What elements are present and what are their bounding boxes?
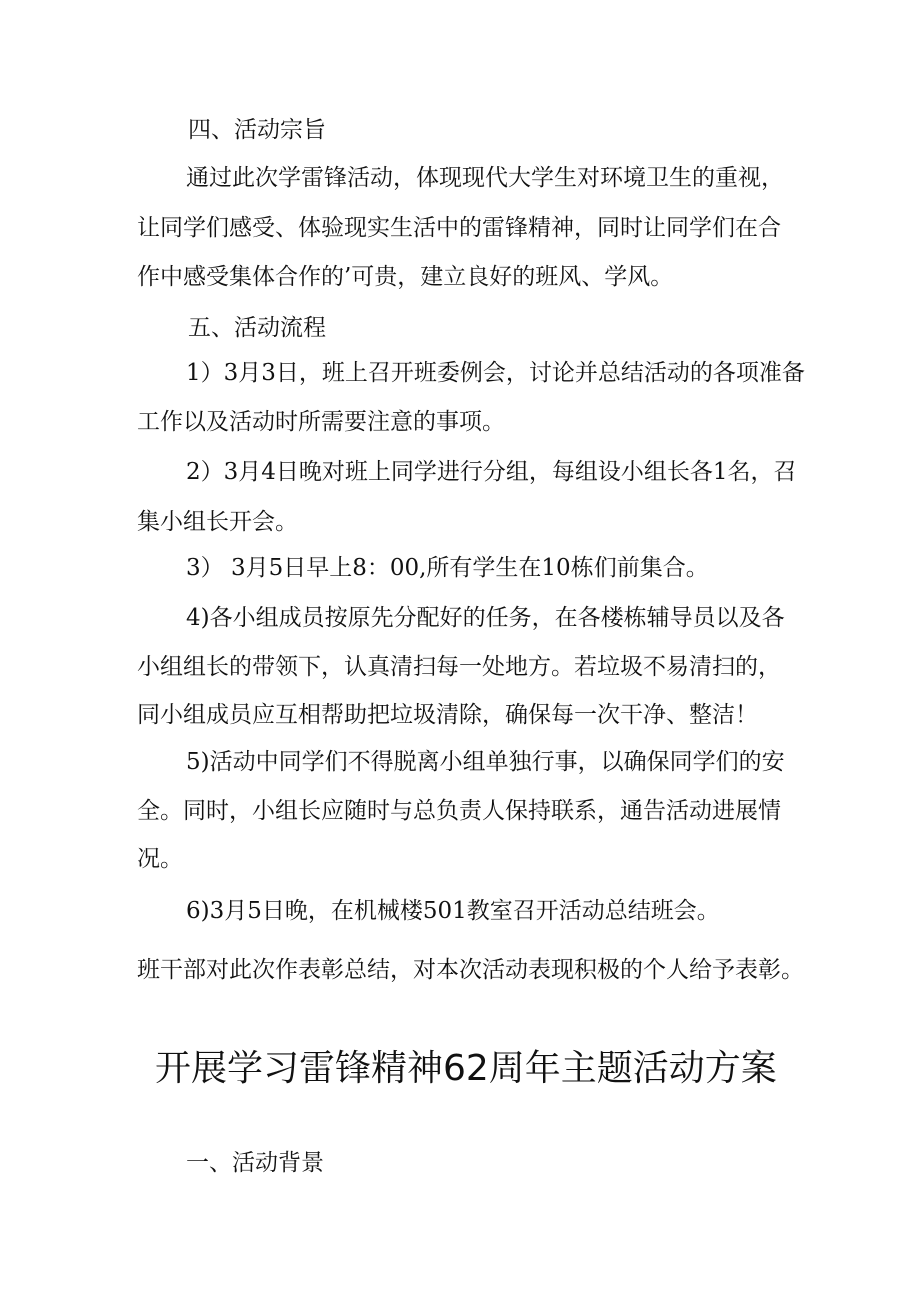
section-heading-4: 四、活动宗旨 xyxy=(188,117,326,143)
step-5-line: 况。 xyxy=(137,846,183,872)
step-2-line: 2）3月4日晚对班上同学进行分组，每组设小组长各1名，召 xyxy=(186,459,797,485)
closing-line: 班干部对此次作表彰总结，对本次活动表现积极的个人给予表彰。 xyxy=(137,957,804,983)
step-1-line: 1）3月3日，班上召开班委例会，讨论并总结活动的各项准备 xyxy=(186,360,805,386)
document-title: 开展学习雷锋精神62周年主题活动方案 xyxy=(155,1048,777,1089)
step-4-line: 4)各小组成员按原先分配好的任务，在各楼栋辅导员以及各 xyxy=(186,605,785,631)
step-5-line: 5)活动中同学们不得脱离小组单独行事，以确保同学们的安 xyxy=(186,749,785,775)
step-1-line: 工作以及活动时所需要注意的事项。 xyxy=(137,409,505,435)
section-heading-5: 五、活动流程 xyxy=(188,315,326,341)
step-6-line: 6)3月5日晚，在机械楼501教室召开活动总结班会。 xyxy=(186,898,720,924)
section-heading-1: 一、活动背景 xyxy=(186,1150,324,1176)
paragraph-line: 作中感受集体合作的’可贵，建立良好的班风、学风。 xyxy=(137,264,674,290)
paragraph-line: 通过此次学雷锋活动，体现现代大学生对环境卫生的重视， xyxy=(186,165,784,191)
step-4-line: 小组组长的带领下，认真清扫每一处地方。若垃圾不易清扫的， xyxy=(137,654,781,680)
step-4-line: 同小组成员应互相帮助把垃圾清除，确保每一次干净、整洁！ xyxy=(137,702,758,728)
step-2-line: 集小组长开会。 xyxy=(137,509,298,535)
step-5-line: 全。同时，小组长应随时与总负责人保持联系，通告活动进展情 xyxy=(137,798,781,824)
step-3-line: 3） 3月5日早上8：00,所有学生在10栋们前集合。 xyxy=(186,555,709,581)
paragraph-line: 让同学们感受、体验现实生活中的雷锋精神，同时让同学们在合 xyxy=(137,215,781,241)
